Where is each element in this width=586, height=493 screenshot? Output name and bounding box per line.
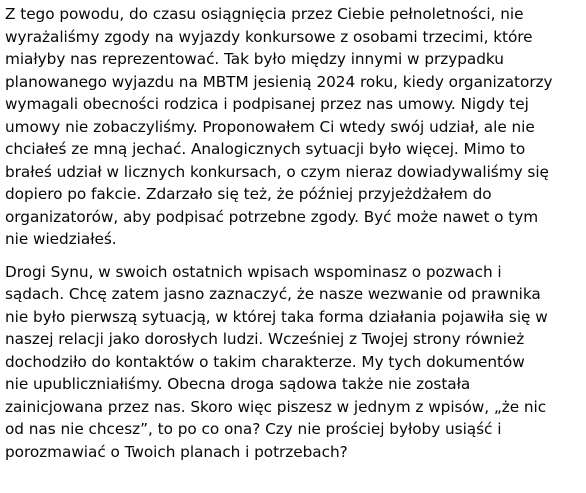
- paragraph: [5, 3, 582, 251]
- text-line: dochodziło do kontaktów o takim charakterze. My tych dokumentów: [5, 352, 525, 371]
- text-line: miałyby nas reprezentować. Tak było między innymi w przypadku: [5, 50, 504, 68]
- text-line: planowanego wyjazdu na MBTM jesienią 2024 roku, kiedy organizatorzy: [5, 72, 553, 91]
- text-line: brałeś udział w licznych konkursach, o czym nieraz dowiadywaliśmy się: [5, 162, 549, 181]
- text-line: zainicjowana przez nas. Skoro więc piszesz w jednym z wpisów, „że nic: [5, 397, 547, 416]
- text-line: chciałeś ze mną jechać. Analogicznych sytuacji było więcej. Mimo to: [5, 140, 526, 158]
- text-line: wyrażaliśmy zgody na wyjazdy konkursowe z osobami trzecimi, które: [5, 27, 533, 46]
- text-line: nie wiedziałeś.: [5, 230, 117, 248]
- text-line: dopiero po fakcie. Zdarzało się też, że później przyjeżdżałem do: [5, 185, 492, 203]
- text-line: Drogi Synu, w swoich ostatnich wpisach wspominasz o pozwach i: [5, 262, 502, 281]
- text-line: nie było pierwszą sytuacją, w której taka forma działania pojawiła się w: [5, 307, 548, 326]
- text-line: umowy nie zobaczyliśmy. Proponowałem Ci wtedy swój udział, ale nie: [5, 117, 535, 136]
- text-line: naszej relacji jako dorosłych ludzi. Wcześniej z Twojej strony również: [5, 330, 525, 348]
- text-line: od nas nie chcesz”, to po co ona? Czy nie prościej byłoby usiąść i: [5, 420, 502, 438]
- text-line: organizatorów, aby podpisać potrzebne zgody. Być może nawet o tym: [5, 207, 539, 226]
- paragraph: [5, 261, 582, 464]
- text-line: wymagali obecności rodzica i podpisanej przez nas umowy. Nigdy tej: [5, 95, 529, 113]
- text-line: nie upubliczniałiśmy. Obecna droga sądowa także nie została: [5, 375, 471, 393]
- text-line: porozmawiać o Twoich planach i potrzebach?: [5, 442, 348, 461]
- text-line: sądach. Chcę zatem jasno zaznaczyć, że nasze wezwanie od prawnika: [5, 285, 541, 303]
- text-line: Z tego powodu, do czasu osiągnięcia przez Ciebie pełnoletności, nie: [5, 5, 524, 23]
